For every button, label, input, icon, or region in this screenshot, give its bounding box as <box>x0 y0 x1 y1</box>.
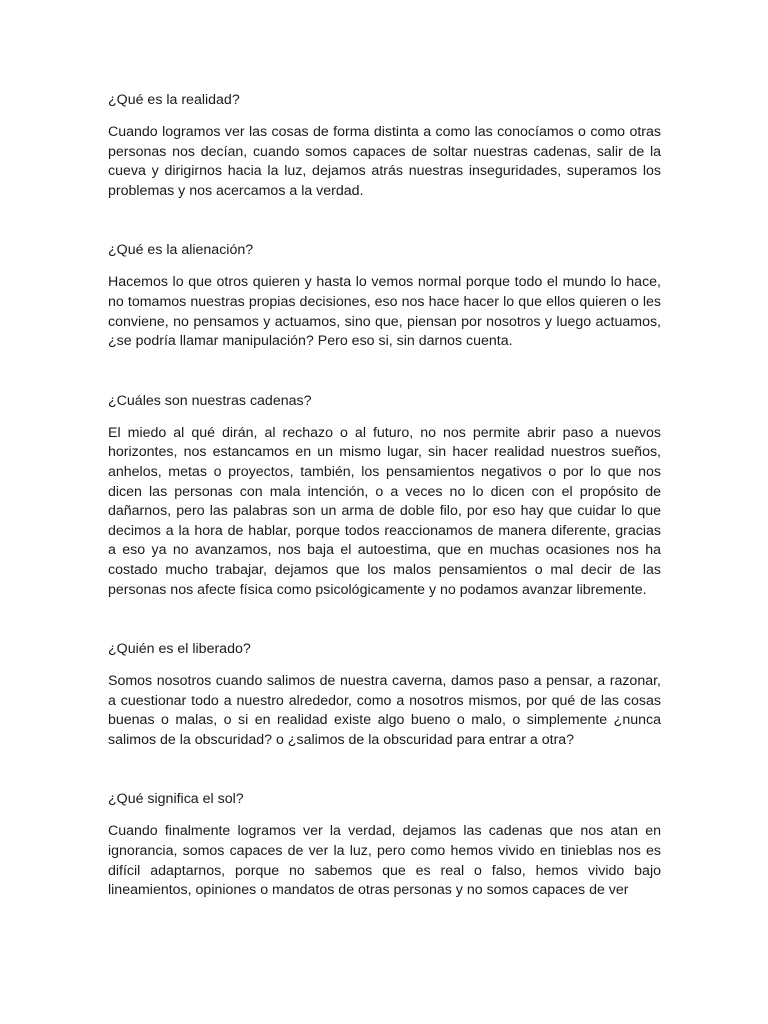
section-cadenas <box>108 392 661 600</box>
answer-paragraph: Hacemos lo que otros quieren y hasta lo vemos normal porque todo el mundo lo hace, no tomamos nuestras propias decisiones, eso nos hace hacer lo que ellos quieren o les conviene, no pensamos y actuamos, sino que, piensan por nosotros y luego actuamos, ¿se podría llamar manipulación? Pero eso si, sin darnos cuenta. <box>108 274 661 350</box>
document-body <box>108 91 661 901</box>
question-heading: ¿Quién es el liberado? <box>108 641 251 658</box>
answer-paragraph: Somos nosotros cuando salimos de nuestra caverna, damos paso a pensar, a razonar, a cuestionar todo a nuestro alrededor, como a nosotros mismos, por qué de las cosas buenas o malas, o si en realidad existe algo bueno o malo, o simplemente ¿nunca salimos de la obscuridad? o ¿salimos de la obscuridad para entrar a otra? <box>108 673 661 748</box>
section-alienacion <box>108 241 661 351</box>
answer-paragraph: Cuando logramos ver las cosas de forma distinta a como las conocíamos o como otras personas nos decían, cuando somos capaces de soltar nuestras cadenas, salir de la cueva y dirigirnos hacia la luz, dejamos atrás nuestras inseguridades, superamos los problemas y nos acercamos a la verdad. <box>108 124 661 199</box>
section-realidad <box>108 91 661 201</box>
answer-paragraph: El miedo al qué dirán, al rechazo o al futuro, no nos permite abrir paso a nuevos horizontes, nos estancamos en un mismo lugar, sin hacer realidad nuestros sueños, anhelos, metas o proyectos, también, los pensamientos negativos o por lo que nos dicen las personas con mala intención, o a veces no lo dicen con el propósito de dañarnos, pero las palabras son un arma de doble filo, por eso hay que cuidar lo que decimos a la hora de hablar, porque todos reaccionamos de manera diferente, gracias a eso ya no avanzamos, nos baja el autoestima, que en muchas ocasiones nos ha costado mucho trabajar, dejamos que los malos pensamientos o mal decir de las personas nos afecte física como psicológicamente y no podamos avanzar libremente. <box>108 424 661 598</box>
question-heading: ¿Cuáles son nuestras cadenas? <box>108 392 312 409</box>
section-sol <box>108 790 661 900</box>
question-heading: ¿Qué es la realidad? <box>108 92 240 108</box>
question-heading: ¿Qué es la alienación? <box>108 242 254 259</box>
section-liberado <box>108 640 661 750</box>
answer-paragraph: Cuando finalmente logramos ver la verdad, dejamos las cadenas que nos atan en ignorancia, somos capaces de ver la luz, pero como hemos vivido en tinieblas nos es difícil adaptarnos, porque no sabemos que es real o falso, hemos vivido bajo lineamientos, opiniones o mandatos de otras personas y no somos capaces de ver <box>108 823 661 899</box>
question-heading: ¿Qué significa el sol? <box>108 791 244 808</box>
